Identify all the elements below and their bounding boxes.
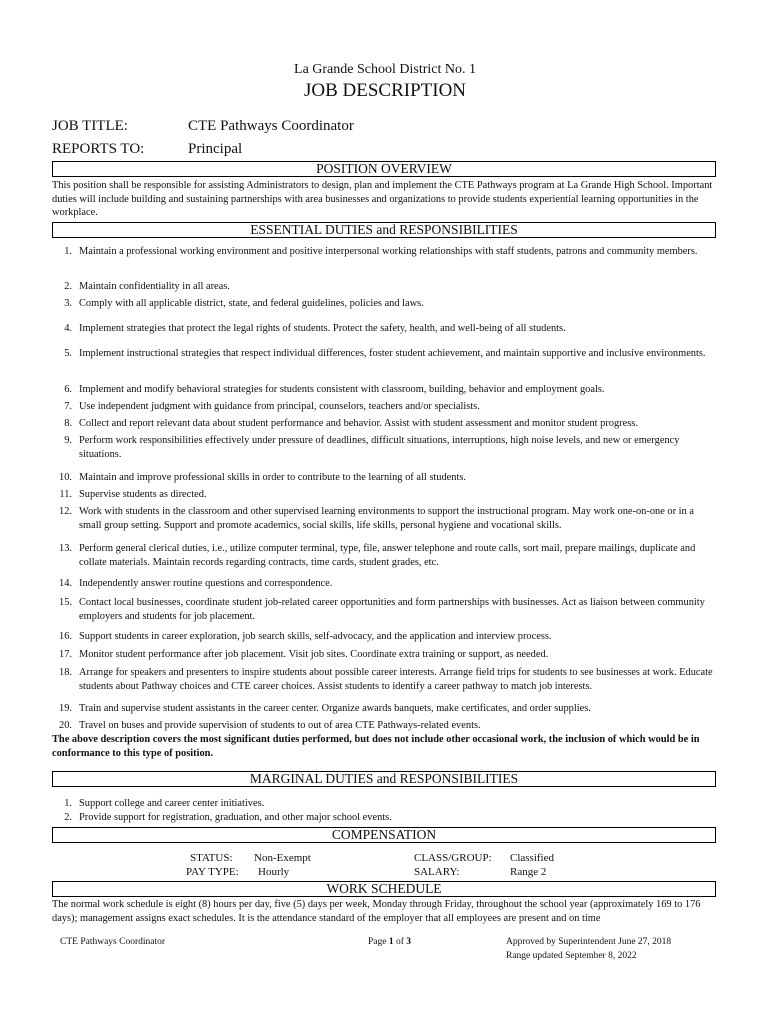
item-text: Implement strategies that protect the legal rights of students. Protect the safety, health, and well-being of all students. (79, 323, 566, 334)
salary-value: Range 2 (510, 866, 547, 878)
item-text: Perform general clerical duties, i.e., utilize computer terminal, type, file, answer telephone and route calls, sort mail, prepare mailings, duplicate and collate materials. Maintain records regarding contracts, time cards, student grades, etc. (79, 543, 696, 568)
item-number: 13. (59, 543, 72, 554)
item-number: 12. (59, 506, 72, 517)
page-number (368, 936, 411, 949)
district-name: La Grande School District No. 1 (294, 62, 476, 77)
position-overview-heading: POSITION OVERVIEW (52, 161, 716, 177)
item-number: 4. (64, 323, 72, 334)
pay-type-label: PAY TYPE: (186, 866, 239, 878)
item-text: Work with students in the classroom and other supervised learning environments to support the instructional program. May work one-on-one or in a small group setting. Support and promote academics, social skills, life skills, personal hygiene and vocational skills. (79, 506, 694, 531)
item-number: 19. (59, 703, 72, 714)
status-label: STATUS: (190, 852, 233, 864)
reports-to-value: Principal (188, 141, 243, 157)
item-number: 5. (64, 348, 72, 359)
job-title-value: CTE Pathways Coordinator (188, 118, 354, 134)
essential-duties-heading: ESSENTIAL DUTIES and RESPONSIBILITIES (52, 222, 716, 238)
class-group-label: CLASS/GROUP: (414, 852, 492, 864)
pay-type-value: Hourly (258, 866, 290, 878)
item-text: Support students in career exploration, job search skills, self-advocacy, and the application and interview process. (79, 631, 552, 642)
item-text: Supervise students as directed. (79, 489, 207, 500)
item-number: 2. (64, 812, 72, 823)
item-text: Provide support for registration, graduation, and other major school events. (79, 812, 392, 823)
item-number: 14. (59, 578, 72, 589)
reports-to-label: REPORTS TO: (52, 141, 145, 157)
work-schedule-heading: WORK SCHEDULE (52, 881, 716, 897)
item-number: 17. (59, 649, 72, 660)
job-title-label: JOB TITLE: (52, 118, 128, 134)
status-value: Non-Exempt (254, 852, 311, 864)
item-text: Maintain a professional working environment and positive interpersonal working relationships with staff students, patrons and community members. (79, 246, 698, 257)
position-overview-text: This position shall be responsible for assisting Administrators to design, plan and implement the CTE Pathways program at La Grande High School. Important duties will include building and sustaining partnerships with area businesses and organizations to provide students experiential learning opportunities in the workplace. (52, 180, 713, 218)
work-schedule-text: The normal work schedule is eight (8) hours per day, five (5) days per week, Monday through Friday, throughout the school year (approximately 169 to 176 days); management assigns exact schedules. It is the attendance standard of the employer that all employees are present and on time (52, 899, 701, 924)
total-pages: 3 (406, 937, 412, 947)
item-number: 9. (64, 435, 72, 446)
item-number: 1. (64, 246, 72, 257)
page-of: of (395, 937, 404, 947)
item-text: Implement instructional strategies that respect individual differences, foster student achievement, and maintain supportive and inclusive environments. (79, 348, 706, 359)
item-text: Perform work responsibilities effectively under pressure of deadlines, difficult situations, interruptions, high noise levels, and new or emergency situations. (79, 435, 680, 460)
item-number: 7. (64, 401, 72, 412)
item-text: Contact local businesses, coordinate student job-related career opportunities and form partnerships with businesses. Act as liaison between community employers and students for job placement. (79, 597, 705, 622)
item-text: Maintain and improve professional skills in order to contribute to the learning of all students. (79, 472, 466, 483)
salary-label: SALARY: (414, 866, 460, 878)
item-text: Independently answer routine questions and correspondence. (79, 578, 333, 589)
item-number: 20. (59, 720, 72, 731)
item-text: Comply with all applicable district, state, and federal guidelines, policies and laws. (79, 298, 424, 309)
current-page: 1 (388, 937, 394, 947)
item-number: 15. (59, 597, 72, 608)
item-text: Monitor student performance after job placement. Visit job sites. Coordinate extra training or support, as needed. (79, 649, 549, 660)
compensation-heading: COMPENSATION (52, 827, 716, 843)
marginal-duties-heading: MARGINAL DUTIES and RESPONSIBILITIES (52, 771, 716, 787)
item-text: Collect and report relevant data about student performance and behavior. Assist with student assessment and monitor student progress. (79, 418, 638, 429)
item-text: Maintain confidentiality in all areas. (79, 281, 230, 292)
item-number: 18. (59, 667, 72, 678)
document-title: JOB DESCRIPTION (303, 80, 467, 101)
item-text: Use independent judgment with guidance from principal, counselors, teachers and/or specialists. (79, 401, 480, 412)
item-number: 3. (64, 298, 72, 309)
item-text: Train and supervise student assistants in the career center. Organize awards banquets, make certificates, and order supplies. (79, 703, 591, 714)
item-number: 8. (64, 418, 72, 429)
item-number: 1. (64, 798, 72, 809)
item-text: Travel on buses and provide supervision of students to out of area CTE Pathways-related events. (79, 720, 481, 731)
item-text: Implement and modify behavioral strategies for students consistent with classroom, building, behavior and employment goals. (79, 384, 605, 395)
item-number: 11. (59, 489, 72, 500)
approval-date: Approved by Superintendent June 27, 2018 (506, 937, 672, 947)
range-updated-date: Range updated September 8, 2022 (506, 951, 637, 961)
item-text: Support college and career center initiatives. (79, 798, 265, 809)
item-text: Arrange for speakers and presenters to inspire students about possible career interests. Arrange field trips for students to see businesses at work. Educate students about Pathway choices and CTE career choices. Assist students to identify a career pathway to match job interests. (79, 667, 713, 692)
item-number: 6. (64, 384, 72, 395)
page-prefix: Page (368, 937, 387, 947)
item-number: 10. (59, 472, 72, 483)
footer-title: CTE Pathways Coordinator (60, 937, 166, 947)
class-group-value: Classified (510, 852, 554, 864)
item-number: 16. (59, 631, 72, 642)
duties-disclaimer: The above description covers the most significant duties performed, but does not include other occasional work, the inclusion of which would be in conformance to this type of position. (52, 734, 700, 759)
item-number: 2. (64, 281, 72, 292)
